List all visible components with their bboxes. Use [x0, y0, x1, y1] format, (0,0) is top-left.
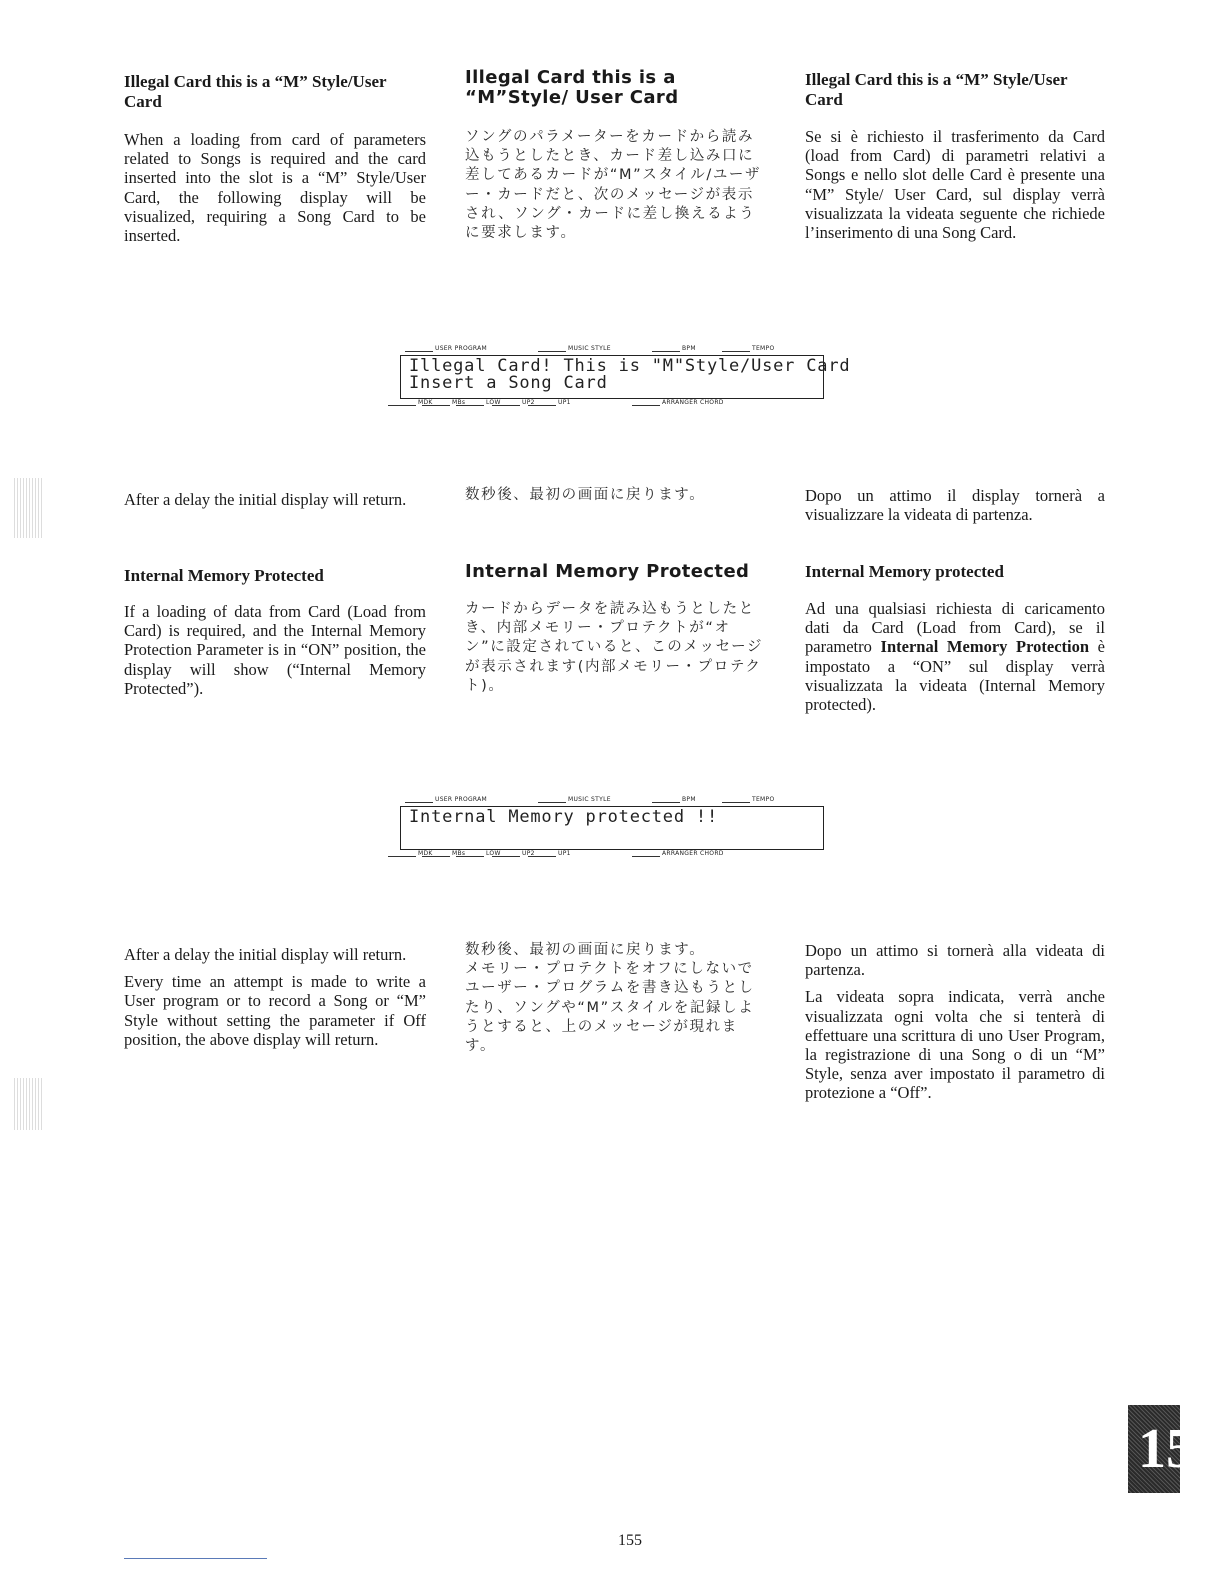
lcd2-bottom-labels	[400, 850, 824, 860]
lcd2-label-arranger-chord: ARRANGER CHORD	[662, 850, 724, 857]
footer-line	[124, 1558, 267, 1559]
after2-it-text-2: La videata sopra indicata, verrà anche visualizzata ogni volta che si tenterà di effettuare una scrittura di uno User Program, la registrazione di una Song o di un “M” Style, senza aver impostato il parametro di protezione a “Off”.	[805, 987, 1105, 1103]
lcd-label-mdk: MDK	[418, 399, 433, 406]
lcd-screen	[400, 355, 851, 399]
section1-it	[805, 70, 1105, 242]
lcd-line-2: Insert a Song Card	[409, 373, 608, 393]
section2-en-title: Internal Memory Protected	[124, 566, 324, 585]
lcd2-label-music-style: MUSIC STYLE	[568, 796, 611, 803]
lcd2-label-tempo: TEMPO	[752, 796, 775, 803]
section2-it-body-a: Ad una qualsiasi richiesta di caricamento dati da Card (Load from Card), se il parametro	[805, 599, 1105, 657]
lcd-label-up1: UP1	[558, 399, 571, 406]
section1-en-body: When a loading from card of parameters related to Songs is required and the card inserted into the slot is a “M” Style/User Card, the following display will be visualized, requiring a Song Card to be inserted.	[124, 130, 426, 246]
lcd2-label-up2: UP2	[522, 850, 535, 857]
lcd-display-illegal-card	[400, 345, 851, 409]
section1-jp-title: Illegal Card this is a “M”Style/ User Card	[465, 67, 679, 108]
section1-en	[124, 72, 426, 245]
section2-en-body: If a loading of data from Card (Load from Card) is required, and the Internal Memory Protection Parameter is in “ON” position, the display will show (“Internal Memory Protected”).	[124, 602, 426, 698]
section1-jp-body: ソングのパラメーターをカードから読み込もうとしたとき、カード差し込み口に差してあるカードが“M”スタイル/ユーザー・カードだと、次のメッセージが表示され、ソング・カードに差し換えるように要求します。	[465, 129, 762, 242]
lcd2-label-bpm: BPM	[682, 796, 696, 803]
lcd-label-low: LOW	[486, 399, 501, 406]
section1-en-title: Illegal Card this is a “M” Style/User Card	[124, 72, 387, 111]
after2-jp-text-1: 数秒後、最初の画面に戻ります。	[465, 942, 706, 958]
section2-it	[805, 562, 1105, 714]
lcd2-label-up1: UP1	[558, 850, 571, 857]
section2-en	[124, 566, 426, 698]
section1-it-body: Se si è richiesto il trasferimento da Card (load from Card) di parametri relativi a Songs e nello slot delle Card è presente una “M” Style/ User Card, sul display verrà visualizzata la videata seguente che richiede l’inserimento di una Song Card.	[805, 127, 1105, 243]
scan-speck	[14, 1078, 42, 1130]
section2-it-body-b: è impostato a “ON” sul display verrà visualizzata la videata (Internal Memory protected).	[805, 637, 1105, 715]
lcd-label-up2: UP2	[522, 399, 535, 406]
chapter-tab: 15	[1128, 1405, 1180, 1493]
after1-it	[805, 486, 1105, 524]
section2-jp	[465, 562, 765, 696]
section2-it-body	[805, 599, 1105, 714]
lcd2-screen	[400, 806, 824, 850]
after1-en-text: After a delay the initial display will return.	[124, 490, 407, 509]
lcd2-line-1: Internal Memory protected !!	[409, 807, 718, 827]
lcd-label-music-style: MUSIC STYLE	[568, 345, 611, 352]
lcd-top-labels	[400, 345, 824, 355]
section2-it-body-bold: Internal Memory Protection	[880, 637, 1090, 657]
after1-it-text: Dopo un attimo il display tornerà a visualizzare la videata di partenza.	[805, 486, 1105, 525]
after2-en	[124, 945, 426, 1049]
section1-jp	[465, 68, 765, 243]
lcd-label-mbs: MBs	[452, 399, 466, 406]
lcd2-label-low: LOW	[486, 850, 501, 857]
page-number: 155	[618, 1532, 642, 1549]
lcd2-label-mbs: MBs	[452, 850, 466, 857]
lcd2-label-user-program: USER PROGRAM	[435, 796, 488, 803]
after1-en	[124, 490, 426, 509]
lcd-label-user-program: USER PROGRAM	[435, 345, 488, 352]
after1-jp-text: 数秒後、最初の画面に戻ります。	[465, 487, 706, 503]
section2-jp-body: カードからデータを読み込もうとしたとき、内部メモリー・プロテクトが“オン”に設定されていると、このメッセージが表示されます(内部メモリー・プロテクト)。	[465, 601, 764, 694]
section2-it-title: Internal Memory protected	[805, 562, 1004, 581]
lcd2-top-labels	[400, 796, 824, 806]
after2-jp-text-2: メモリー・プロテクトをオフにしないでユーザー・プログラムを書き込もうとしたり、ソングや“M”スタイルを記録しようとすると、上のメッセージが現れます。	[465, 961, 755, 1055]
after1-jp	[465, 486, 765, 505]
lcd-label-arranger-chord: ARRANGER CHORD	[662, 399, 724, 406]
lcd-label-tempo: TEMPO	[752, 345, 775, 352]
lcd-bottom-labels	[400, 399, 824, 409]
after2-it-text-1: Dopo un attimo si tornerà alla videata di partenza.	[805, 941, 1105, 980]
scan-speck	[14, 478, 42, 538]
lcd2-label-mdk: MDK	[418, 850, 433, 857]
after2-jp	[465, 941, 765, 1056]
lcd-line-1: Illegal Card! This is "M"Style/User Card	[409, 356, 851, 376]
after2-en-text-2: Every time an attempt is made to write a User program or to record a Song or “M” Style without setting the parameter if Off position, the above display will return.	[124, 972, 426, 1049]
section1-it-title: Illegal Card this is a “M” Style/User Card	[805, 70, 1068, 109]
after2-en-text-1: After a delay the initial display will return.	[124, 945, 407, 964]
lcd-display-memory-protected	[400, 796, 824, 860]
lcd-label-bpm: BPM	[682, 345, 696, 352]
after2-it	[805, 941, 1105, 1103]
section2-jp-title: Internal Memory Protected	[465, 561, 750, 582]
